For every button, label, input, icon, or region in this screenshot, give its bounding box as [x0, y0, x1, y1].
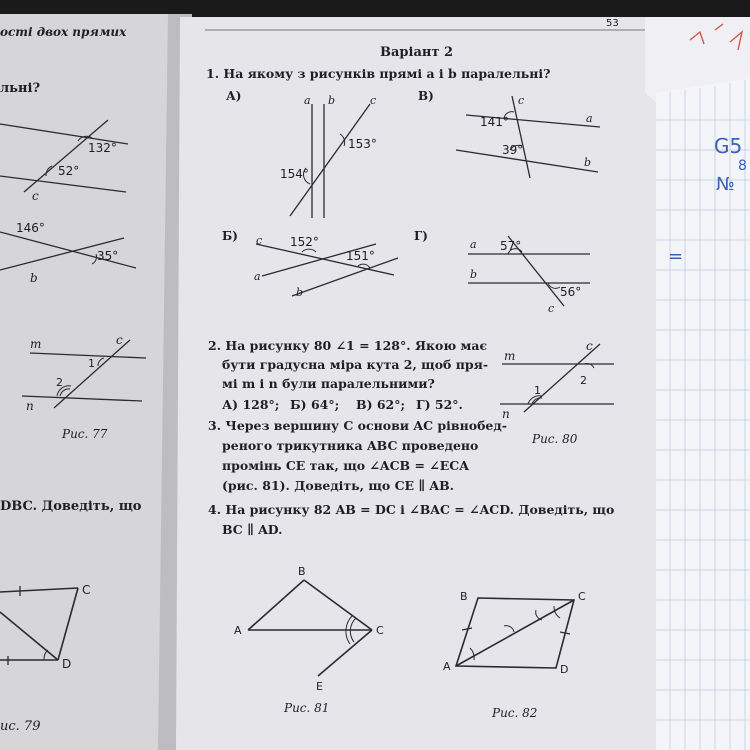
- task2-option-a: А) 128°;: [222, 397, 280, 412]
- task1-v-line-c: c: [518, 94, 525, 107]
- task2-option-b: Б) 64°;: [290, 397, 340, 412]
- task1-a-line-b: b: [328, 94, 336, 107]
- fig81-label-e: E: [316, 680, 323, 693]
- fig80-angle-2: 2: [580, 374, 587, 387]
- task1-text: 1. На якому з рисунків прямі a і b паралельні?: [206, 66, 551, 81]
- left-header-fragment: ості двох прямих: [0, 25, 127, 39]
- task1-g-line-a: a: [470, 238, 477, 251]
- task1-b-line-c: c: [256, 234, 263, 247]
- fig81-label-c: C: [376, 624, 384, 637]
- fig82-label-a: A: [443, 660, 451, 673]
- notebook-scribble-2: №: [716, 174, 735, 195]
- fig80-caption: Рис. 80: [532, 432, 578, 446]
- variant-title: Варіант 2: [380, 45, 454, 60]
- fig81-label-b: B: [298, 565, 306, 578]
- task1-v-label: В): [418, 89, 434, 103]
- fig82-label-d: D: [560, 663, 569, 676]
- fig79-label-c: C: [82, 583, 91, 597]
- task1-b-label: Б): [222, 229, 238, 243]
- fig77-label-m: m: [30, 337, 42, 351]
- fig-mid-label-b: b: [30, 271, 38, 285]
- task4-line-2: BC ∥ AD.: [222, 522, 283, 537]
- task3-line-1: 3. Через вершину C основи AC рівнобед-: [208, 418, 507, 433]
- task1-b-line-a: a: [254, 270, 261, 283]
- task1-b-angle-2: 151°: [346, 249, 375, 263]
- task1-v-line-a: a: [586, 112, 593, 125]
- task2-option-v: В) 62°;: [356, 397, 406, 412]
- task1-b-angle-1: 152°: [290, 235, 319, 249]
- task2-line-2: бути градусна міра кута 2, щоб пря-: [222, 357, 489, 372]
- fig77-angle-1: 1: [88, 357, 95, 370]
- task1-g-line-b: b: [470, 268, 478, 281]
- left-question-fragment: льні?: [0, 81, 41, 96]
- fig80-label-n: n: [502, 407, 510, 421]
- notebook-scribble-3: 8: [738, 158, 747, 174]
- fig-top-angle-right: 132°: [88, 141, 117, 155]
- task3-line-3: промінь CE так, що ∠ACB = ∠ECA: [222, 458, 469, 473]
- fig82-label-b: B: [460, 590, 468, 603]
- fig80-label-c: c: [586, 339, 593, 353]
- task1-v-angle-1: 141°: [480, 115, 509, 129]
- task2-option-g: Г) 52°.: [416, 397, 463, 412]
- task1-g-label: Г): [414, 229, 428, 243]
- fig81-caption: Рис. 81: [284, 701, 330, 715]
- fig79-label-d: D: [62, 657, 72, 671]
- fig-mid-angle-right: 35°: [97, 249, 119, 263]
- task1-g-angle-1: 57°: [500, 239, 522, 253]
- task1-a-line-c: c: [370, 94, 377, 107]
- page-number: 53: [606, 18, 619, 29]
- notebook-scribble-1: G5: [714, 134, 743, 158]
- fig81-label-a: A: [234, 624, 242, 637]
- task1-v-angle-2: 39°: [502, 143, 524, 157]
- task4-line-1: 4. На рисунку 82 AB = DC і ∠BAC = ∠ACD. Доведіть, що: [208, 502, 615, 517]
- task3-line-2: реного трикутника ABC проведено: [222, 438, 479, 453]
- fig-mid-angle-left: 146°: [16, 221, 45, 235]
- task1-a-label: А): [226, 89, 242, 103]
- task1-a-line-a: a: [304, 94, 311, 107]
- fig77-angle-2: 2: [56, 376, 63, 389]
- fig82-label-c: C: [578, 590, 586, 603]
- task1-a-angle-2: 154°: [280, 167, 309, 181]
- task3-line-4: (рис. 81). Доведіть, що CE ∥ AB.: [222, 478, 454, 493]
- task1-g-angle-2: 56°: [560, 285, 582, 299]
- left-text-line: DBC. Доведіть, що: [0, 499, 142, 514]
- task1-v-line-b: b: [584, 156, 592, 169]
- fig82-caption: Рис. 82: [492, 706, 538, 720]
- fig77-caption: Рис. 77: [62, 427, 108, 441]
- fig-top-angle-left: 52°: [58, 164, 80, 178]
- fig77-label-c: c: [116, 333, 123, 347]
- fig80-label-m: m: [504, 349, 516, 363]
- fig79-caption: ис. 79: [0, 719, 41, 734]
- task1-a-angle-1: 153°: [348, 137, 377, 151]
- task2-line-3: мі m і n були паралельними?: [222, 376, 435, 391]
- task1-g-line-c: c: [548, 302, 555, 315]
- task1-b-line-b: b: [296, 286, 304, 299]
- notebook-equals-mark: =: [668, 246, 684, 267]
- task2-line-1: 2. На рисунку 80 ∠1 = 128°. Якою має: [208, 338, 488, 353]
- fig80-angle-1: 1: [534, 384, 541, 397]
- fig77-label-n: n: [26, 399, 34, 413]
- fig-top-label-c: c: [32, 189, 39, 203]
